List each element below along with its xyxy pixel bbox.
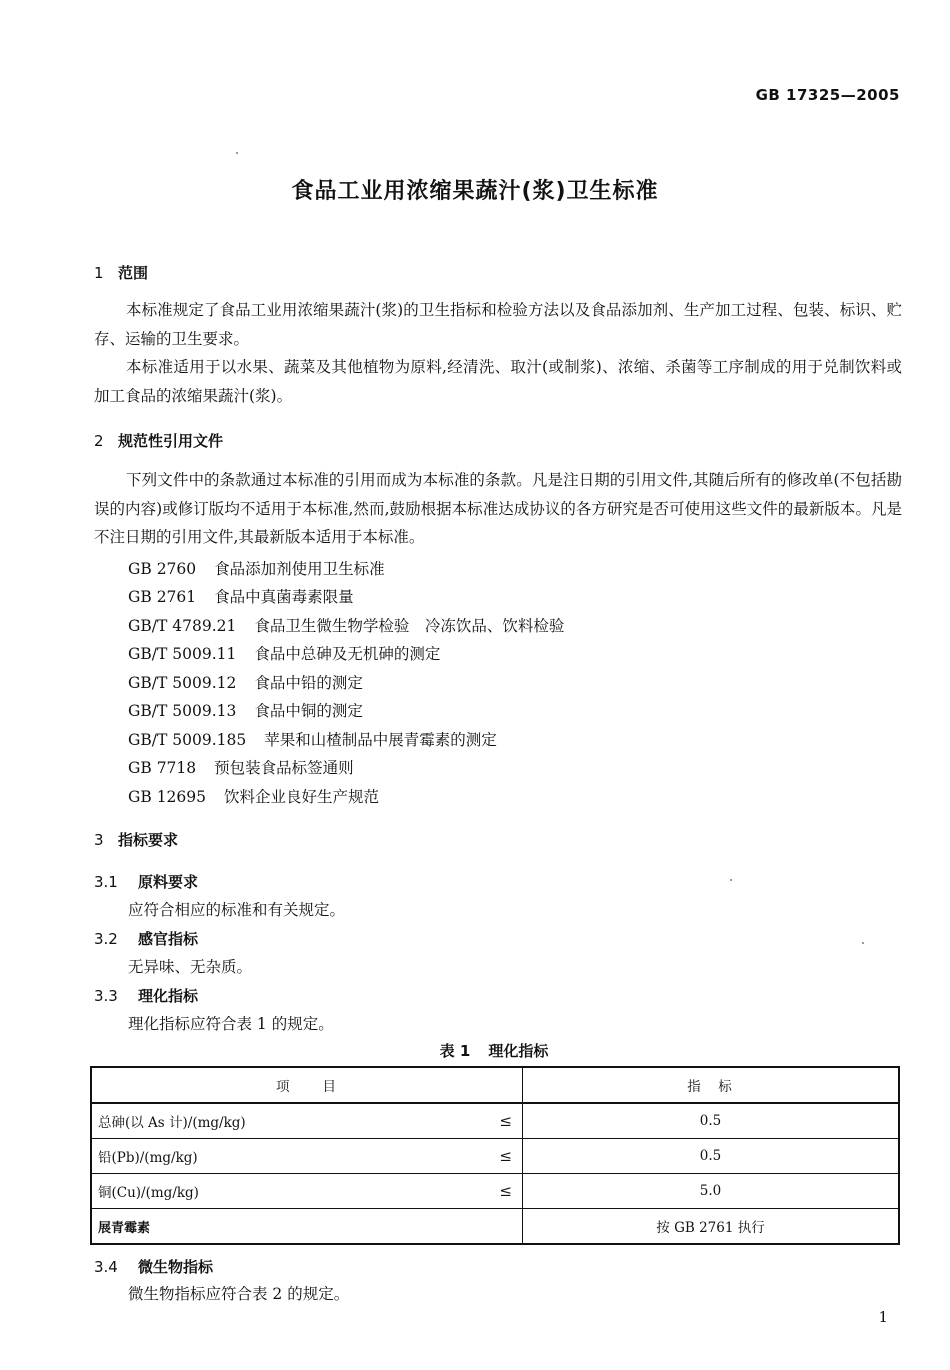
table-row [91,1103,899,1139]
reference-code: GB/T 4789.21 [128,617,237,635]
reference-title: 饮料企业良好生产规范 [224,788,380,806]
reference-title: 食品卫生微生物学检验 冷冻饮品、饮料检验 [254,617,565,635]
section-1-heading [94,262,148,283]
section-title: 指标要求 [118,831,179,849]
scan-speck [236,152,238,154]
standard-code: GB 17325—2005 [755,86,900,104]
table-number: 表 1 [439,1042,471,1060]
subsection-title: 理化指标 [138,987,199,1005]
reference-code: GB/T 5009.11 [128,645,237,663]
section-number: 1 [94,264,104,282]
reference-title: 苹果和山楂制品中展青霉素的测定 [264,731,497,749]
comparison-operator: ≤ [499,1147,512,1165]
subsection-number: 3.4 [94,1258,118,1276]
subsection-title: 微生物指标 [138,1258,214,1276]
subsection-number: 3.3 [94,987,118,1005]
cell-item [91,1139,523,1174]
cell-value: 5.0 [523,1174,900,1209]
scan-speck [730,879,732,881]
subsection-text: 应符合相应的标准和有关规定。 [128,901,346,919]
reference-code: GB/T 5009.12 [128,674,237,692]
section-3-2-heading [94,928,198,949]
reference-code: GB 2760 [128,560,197,578]
cell-value: 按 GB 2761 执行 [523,1209,900,1245]
section-3-4-heading [94,1256,213,1277]
document-title: 食品工业用浓缩果蔬汁(浆)卫生标准 [291,179,659,204]
physicochemical-table [90,1066,900,1245]
scope-paragraph-2: 本标准适用于以水果、蔬菜及其他植物为原料,经清洗、取汁(或制浆)、浓缩、杀菌等工序制成的用于兑制饮料或加工食品的浓缩果蔬汁(浆)。 [94,358,902,405]
cell-item [91,1209,523,1245]
reference-item [128,699,363,721]
table-row [91,1139,899,1174]
reference-title: 食品添加剂使用卫生标准 [214,560,385,578]
cell-item [91,1103,523,1139]
item-label: 总砷(以 As 计)/(mg/kg) [98,1115,246,1131]
section-3-1-heading [94,871,198,892]
comparison-operator: ≤ [499,1112,512,1130]
item-label: 铜(Cu)/(mg/kg) [98,1185,199,1201]
reference-code: GB/T 5009.185 [128,731,247,749]
item-label: 铅(Pb)/(mg/kg) [98,1150,198,1166]
item-label: 展青霉素 [98,1220,151,1236]
reference-title: 食品中总砷及无机砷的测定 [254,645,441,663]
table-row [91,1209,899,1245]
page-number: 1 [878,1308,888,1326]
references-paragraph: 下列文件中的条款通过本标准的引用而成为本标准的条款。凡是注日期的引用文件,其随后所有的修改单(不包括勘误的内容)或修订版均不适用于本标准,然而,鼓励根据本标准达成协议的各方研究是否可使用这些文件的最新版本。凡是不注日期的引用文件,其最新版本适用于本标准。 [94,471,902,546]
reference-title: 食品中真菌毒素限量 [214,588,354,606]
section-number: 2 [94,432,104,450]
reference-title: 食品中铜的测定 [254,702,363,720]
reference-item [128,557,385,579]
table-header-row [91,1067,899,1103]
reference-title: 预包装食品标签通则 [214,759,354,777]
subsection-text: 无异味、无杂质。 [128,958,253,976]
table-caption [0,1040,950,1061]
reference-code: GB 2761 [128,588,197,606]
subsection-title: 感官指标 [138,930,199,948]
header-item: 项 目 [91,1067,523,1103]
reference-item [128,756,354,778]
reference-code: GB/T 5009.13 [128,702,237,720]
table-row [91,1174,899,1209]
section-number: 3 [94,831,104,849]
reference-item [128,785,379,807]
reference-item [128,614,564,636]
reference-title: 食品中铅的测定 [254,674,363,692]
section-3-3-heading [94,985,198,1006]
reference-code: GB 12695 [128,788,207,806]
section-2-heading [94,430,223,451]
reference-code: GB 7718 [128,759,197,777]
subsection-text: 微生物指标应符合表 2 的规定。 [128,1285,350,1303]
header-value: 指 标 [523,1067,900,1103]
subsection-number: 3.1 [94,873,118,891]
subsection-text: 理化指标应符合表 1 的规定。 [128,1015,334,1033]
cell-value: 0.5 [523,1103,900,1139]
table-title: 理化指标 [488,1042,549,1060]
scope-paragraph-1: 本标准规定了食品工业用浓缩果蔬汁(浆)的卫生指标和检验方法以及食品添加剂、生产加工过程、包装、标识、贮存、运输的卫生要求。 [94,301,902,348]
section-title: 规范性引用文件 [118,432,224,450]
comparison-operator: ≤ [499,1182,512,1200]
reference-item [128,728,497,750]
subsection-title: 原料要求 [138,873,199,891]
scan-speck [862,942,864,944]
section-3-heading [94,829,178,850]
reference-item [128,642,440,664]
subsection-number: 3.2 [94,930,118,948]
reference-item [128,585,354,607]
reference-item [128,671,363,693]
cell-item [91,1174,523,1209]
cell-value: 0.5 [523,1139,900,1174]
section-title: 范围 [118,264,149,282]
